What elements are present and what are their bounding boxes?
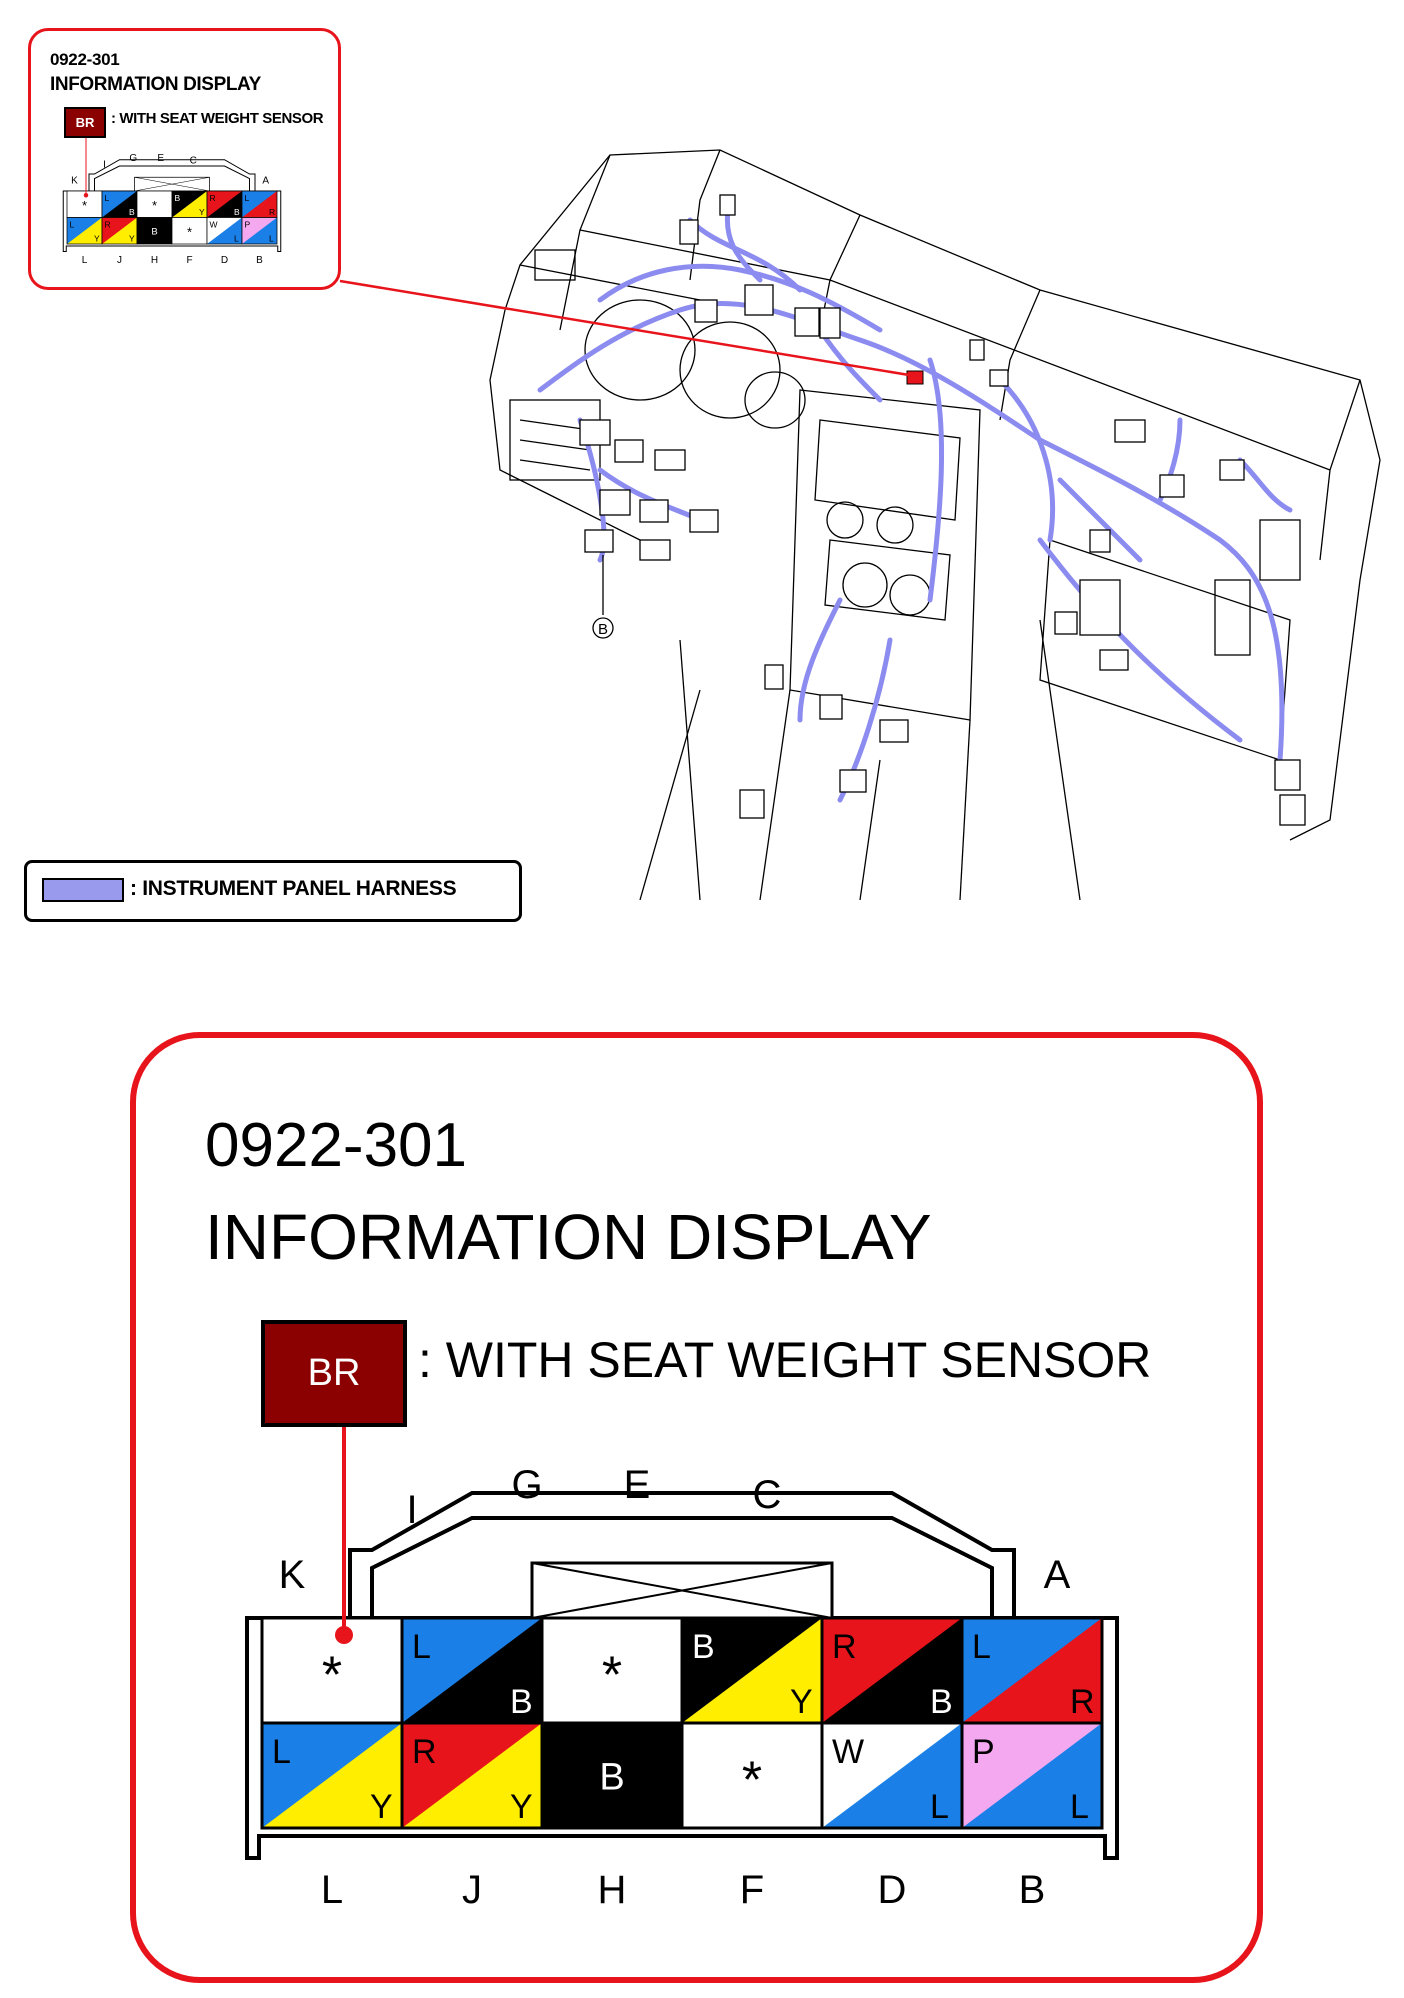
big-pin-wire-label: B	[599, 1756, 625, 1799]
small-pin-wire-color-a: B	[174, 193, 181, 203]
small-pin-wire-color-a: W	[209, 219, 218, 230]
harness-legend-swatch	[42, 878, 124, 902]
big-pin-wire-color-b: Y	[790, 1683, 813, 1721]
small-pin-letter: I	[103, 159, 106, 171]
big-pin-letter: H	[597, 1868, 627, 1912]
small-connector-code: 0922-301	[50, 50, 120, 69]
small-pin-wire-color-a: L	[244, 193, 250, 203]
big-pin-wire-color-b: L	[1070, 1788, 1089, 1826]
small-pin-letter: C	[189, 155, 197, 167]
small-pin-wire-color-b: L	[234, 233, 239, 244]
big-pin-wire-color-a: B	[692, 1628, 715, 1666]
small-pin-wire-color-b: B	[129, 207, 135, 217]
harness-legend-label: : INSTRUMENT PANEL HARNESS	[130, 877, 457, 900]
big-pin-wire-color-b: L	[930, 1788, 949, 1826]
small-pin-letter: E	[157, 153, 165, 164]
small-connector-diagram	[0, 0, 360, 300]
small-badge-pin-dot	[84, 193, 89, 198]
big-pin-wire-color-b: Y	[510, 1788, 533, 1826]
big-pin-letter: A	[1043, 1553, 1071, 1597]
small-pin-wire-color-b: R	[269, 207, 276, 217]
ground-marker-label: B	[597, 621, 609, 638]
small-pin-wire-color-a: P	[244, 219, 251, 230]
big-pin-wire-color-a: R	[832, 1628, 857, 1666]
big-pin-letter: B	[1018, 1868, 1046, 1912]
big-badge-pin-dot	[335, 1626, 353, 1644]
small-pin-wire-color-b: Y	[94, 233, 100, 244]
condition-label: : WITH SEAT WEIGHT SENSOR	[418, 1332, 1152, 1388]
small-pin-wire-label: *	[186, 224, 193, 240]
br-badge: BR	[261, 1320, 407, 1427]
big-pin-letter: D	[877, 1868, 907, 1912]
big-pin-wire-color-a: L	[272, 1733, 291, 1771]
big-pin-wire-label: *	[601, 1646, 623, 1705]
big-pin-wire-color-a: L	[972, 1628, 991, 1666]
small-pin-letter: B	[256, 254, 263, 266]
big-pin-wire-color-b: Y	[370, 1788, 393, 1826]
big-pin-letter: E	[623, 1463, 651, 1507]
small-pin-wire-label: B	[151, 226, 158, 238]
big-pin-letter: F	[739, 1868, 765, 1912]
connector-name: INFORMATION DISPLAY	[205, 1201, 932, 1273]
small-pin-wire-color-b: Y	[199, 207, 205, 217]
small-pin-wire-color-b: B	[234, 207, 240, 217]
big-pin-wire-label: *	[741, 1751, 763, 1810]
big-pin-wire-color-b: B	[930, 1683, 953, 1721]
small-pin-letter: J	[117, 254, 122, 266]
small-pin-letter: D	[220, 254, 229, 266]
big-pin-letter: K	[278, 1553, 306, 1597]
small-pin-wire-label: *	[81, 197, 88, 213]
big-pin-letter: J	[462, 1868, 482, 1912]
big-pin-letter: I	[406, 1488, 418, 1532]
small-condition-label: : WITH SEAT WEIGHT SENSOR	[111, 110, 324, 127]
small-pin-wire-color-b: Y	[129, 233, 135, 244]
big-pin-wire-color-b: R	[1070, 1683, 1095, 1721]
small-pin-letter: L	[81, 254, 88, 266]
big-pin-letter: L	[320, 1868, 344, 1912]
connector-code: 0922-301	[205, 1111, 468, 1180]
small-pin-letter: A	[262, 175, 270, 187]
big-pin-letter: G	[511, 1463, 543, 1507]
big-pin-wire-color-a: P	[972, 1733, 995, 1771]
connector-pinout-diagram	[0, 1400, 1404, 1940]
big-pin-wire-color-a: W	[832, 1733, 865, 1771]
big-pin-wire-color-b: B	[510, 1683, 533, 1721]
small-pin-letter: G	[129, 153, 138, 164]
big-pin-wire-color-a: L	[412, 1628, 431, 1666]
small-pin-wire-color-a: L	[104, 193, 110, 203]
small-pin-wire-color-a: R	[209, 193, 216, 203]
small-pin-wire-label: *	[151, 197, 158, 213]
big-pin-wire-color-a: R	[412, 1733, 437, 1771]
big-pin-wire-label: *	[321, 1646, 343, 1705]
small-pin-letter: K	[71, 175, 78, 187]
small-br-badge: BR	[64, 107, 106, 138]
big-pin-letter: C	[752, 1473, 782, 1517]
small-pin-wire-color-a: R	[104, 219, 111, 230]
small-pin-wire-color-b: L	[269, 233, 274, 244]
small-pin-letter: H	[150, 254, 159, 266]
small-connector-name: INFORMATION DISPLAY	[50, 74, 261, 95]
small-pin-letter: F	[186, 254, 193, 266]
small-pin-wire-color-a: L	[69, 219, 75, 230]
